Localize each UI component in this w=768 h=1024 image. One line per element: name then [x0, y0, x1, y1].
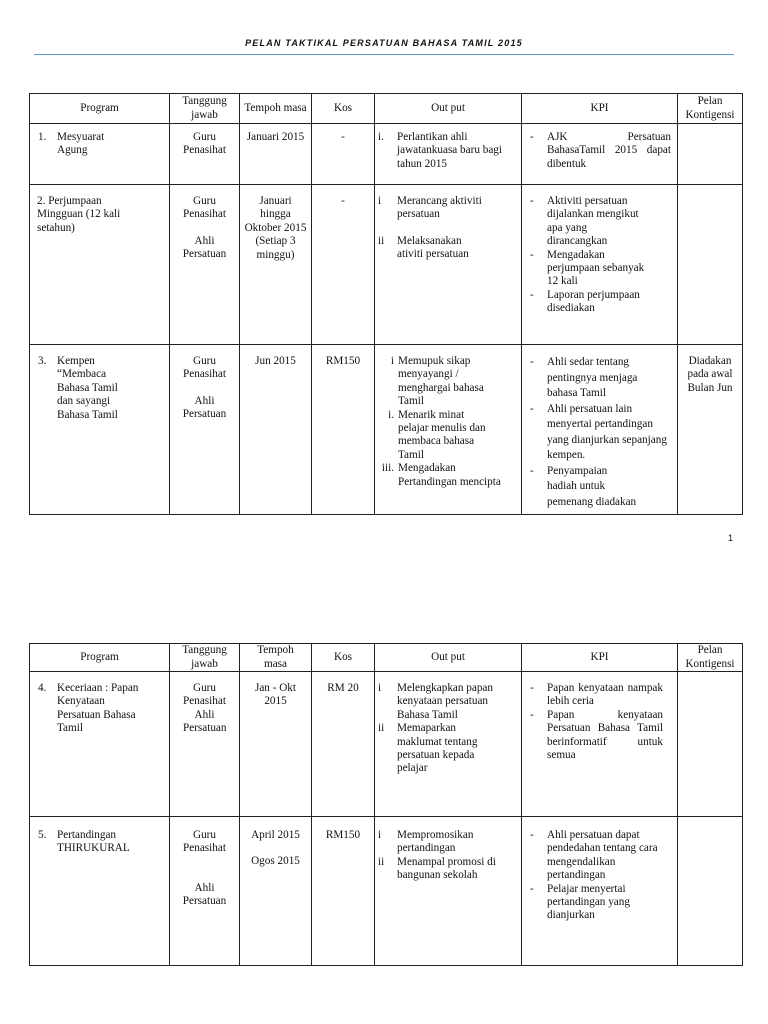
tempoh-cell	[240, 185, 312, 345]
kpi-cell	[522, 345, 678, 515]
pelan-kontigensi-cell	[678, 672, 743, 817]
kpi-item: - Aktiviti persatuan dijalankan mengikut apa yang dirancangkan	[530, 195, 639, 248]
cost: RM150	[325, 829, 361, 841]
kpi-cell	[522, 817, 678, 966]
table-header-row	[30, 94, 743, 124]
col-header-tempoh-masa: Tempoh masa	[240, 94, 312, 124]
period: Januari 2015	[246, 131, 305, 143]
col-header-kpi: KPI	[522, 644, 678, 672]
period: Ogos 2015	[251, 855, 300, 868]
output-item: i Merancang aktiviti persatuan	[378, 195, 482, 221]
output-item: i Melengkapkan papan kenyataan persatuan Bahasa Tamil	[378, 682, 493, 721]
output-cell	[375, 672, 522, 817]
col-header-kos: Kos	[312, 644, 375, 672]
program-number: 4.	[38, 682, 47, 694]
kos-cell	[312, 817, 375, 966]
table-row	[30, 345, 743, 515]
pelan-kontigensi-cell	[678, 185, 743, 345]
col-header-output: Out put	[375, 94, 522, 124]
kpi-cell	[522, 672, 678, 817]
kpi-item: - Mengadakan perjumpaan sebanyak 12 kali	[530, 248, 645, 288]
table-row	[30, 185, 743, 345]
col-header-program: Program	[30, 94, 170, 124]
col-header-kos: Kos	[312, 94, 375, 124]
page-number: 1	[727, 533, 733, 543]
tempoh-cell	[240, 124, 312, 185]
period: April 2015	[251, 829, 300, 841]
output-item: i. Perlantikan ahli jawatankuasa baru bagi tahun 2015	[378, 131, 502, 170]
responsible-party: Guru Penasihat	[183, 355, 226, 381]
program-number: 1.	[38, 131, 47, 143]
kpi-cell	[522, 124, 678, 185]
pelan-kontigensi-cell	[678, 124, 743, 185]
kos-cell	[312, 672, 375, 817]
kpi-item: - AJK Persatuan BahasaTamil 2015 dapat dibentuk	[530, 131, 671, 170]
output-item: ii Melaksanakan ativiti persatuan	[378, 234, 469, 261]
kpi-item: - Ahli persatuan dapat pendedahan tentang cara mengendalikan pertandingan	[530, 829, 658, 882]
responsible-party: Guru Penasihat Ahli Persatuan	[183, 682, 227, 735]
contingency-plan: Diadakan pada awal Bulan Jun	[687, 355, 733, 394]
program-number: 2.	[37, 195, 46, 207]
tempoh-cell	[240, 817, 312, 966]
col-header-tanggung-jawab: Tanggung jawab	[170, 94, 240, 124]
output-cell	[375, 817, 522, 966]
cost: -	[341, 195, 345, 207]
kpi-item: - Pelajar menyertai pertandingan yang dianjurkan	[530, 882, 630, 922]
output-cell	[375, 185, 522, 345]
output-item: ii Memaparkan maklumat tentang persatuan kepada pelajar	[378, 722, 478, 775]
program-number: 3.	[38, 355, 47, 367]
program-cell	[30, 817, 170, 966]
output-item: i Memupuk sikap menyayangi / menghargai bahasa Tamil	[390, 355, 484, 408]
table-row	[30, 124, 743, 185]
kpi-cell	[522, 185, 678, 345]
table-header-row	[30, 644, 743, 672]
tempoh-cell	[240, 345, 312, 515]
pelan-kontigensi-cell	[678, 345, 743, 515]
table-row	[30, 817, 743, 966]
col-header-tempoh-masa: Tempoh masa	[257, 644, 294, 670]
kos-cell	[312, 124, 375, 185]
output-item: i. Menarik minat pelajar menulis dan membaca bahasa Tamil	[388, 408, 486, 461]
tempoh-cell	[240, 672, 312, 817]
col-header-program: Program	[30, 644, 170, 672]
tanggung-jawab-cell	[170, 124, 240, 185]
tanggung-jawab-cell	[170, 185, 240, 345]
col-header-pelan-kontigensi: Pelan Kontigensi	[678, 644, 743, 672]
output-cell	[375, 345, 522, 515]
program-name: Perjumpaan Mingguan (12 kali setahun)	[37, 195, 121, 234]
header-rule	[34, 54, 734, 55]
tanggung-jawab-cell	[170, 345, 240, 515]
col-header-pelan-kontigensi: Pelan Kontigensi	[678, 94, 743, 124]
period: Jun 2015	[255, 355, 296, 367]
program-name: Kempen “Membaca Bahasa Tamil dan sayangi Bahasa Tamil	[57, 355, 118, 421]
program-cell	[30, 185, 170, 345]
kpi-item: - Papan kenyataan Persatuan Bahasa Tamil berinformatif untuk semua	[530, 708, 663, 762]
table-row	[30, 672, 743, 817]
program-name: Pertandingan THIRUKURAL	[57, 829, 130, 855]
responsible-party: Guru Penasihat	[183, 829, 226, 855]
responsible-party: Ahli Persatuan	[182, 394, 227, 421]
col-header-kpi: KPI	[522, 94, 678, 124]
kpi-item: - Papan kenyataan nampak lebih ceria	[530, 682, 663, 708]
cost: RM 20	[327, 682, 359, 694]
col-header-output: Out put	[375, 644, 522, 672]
program-name: Mesyuarat Agung	[57, 131, 105, 157]
kos-cell	[312, 345, 375, 515]
tanggung-jawab-cell	[170, 817, 240, 966]
document-title: PELAN TAKTIKAL PERSATUAN BAHASA TAMIL 2015	[245, 38, 523, 48]
cost: RM150	[325, 355, 361, 367]
program-cell	[30, 672, 170, 817]
output-cell	[375, 124, 522, 185]
responsible-party: Ahli Persatuan	[182, 881, 227, 908]
kpi-item: - Ahli sedar tentang pentingnya menjaga bahasa Tamil	[530, 356, 638, 399]
kpi-item: - Ahli persatuan lain menyertai pertandingan yang dianjurkan sepanjang kempen.	[530, 402, 667, 461]
tactical-plan-table-1	[29, 93, 743, 515]
program-cell	[30, 345, 170, 515]
output-item: ii Menampal promosi di bangunan sekolah	[378, 855, 496, 882]
cost: -	[341, 131, 345, 143]
output-item: iii. Mengadakan Pertandingan mencipta	[381, 462, 501, 488]
program-name: Keceriaan : Papan Kenyataan Persatuan Bahasa Tamil	[57, 682, 139, 735]
period: Januari hingga Oktober 2015 (Setiap 3 minggu)	[244, 195, 307, 261]
kpi-item: - Penyampaian hadiah untuk pemenang diadakan	[530, 464, 637, 508]
output-item: i Mempromosikan pertandingan	[378, 829, 474, 855]
tanggung-jawab-cell	[170, 672, 240, 817]
kpi-item: - Laporan perjumpaan disediakan	[530, 288, 640, 315]
col-header-tanggung-jawab: Tanggung jawab	[182, 644, 227, 670]
responsible-party: Guru Penasihat	[183, 131, 226, 157]
responsible-party: Guru Penasihat	[183, 195, 226, 221]
kos-cell	[312, 185, 375, 345]
responsible-party: Ahli Persatuan	[182, 234, 227, 261]
pelan-kontigensi-cell	[678, 817, 743, 966]
program-cell	[30, 124, 170, 185]
tactical-plan-table-2	[29, 643, 743, 966]
program-number: 5.	[38, 829, 47, 841]
period: Jan - Okt 2015	[254, 682, 296, 708]
